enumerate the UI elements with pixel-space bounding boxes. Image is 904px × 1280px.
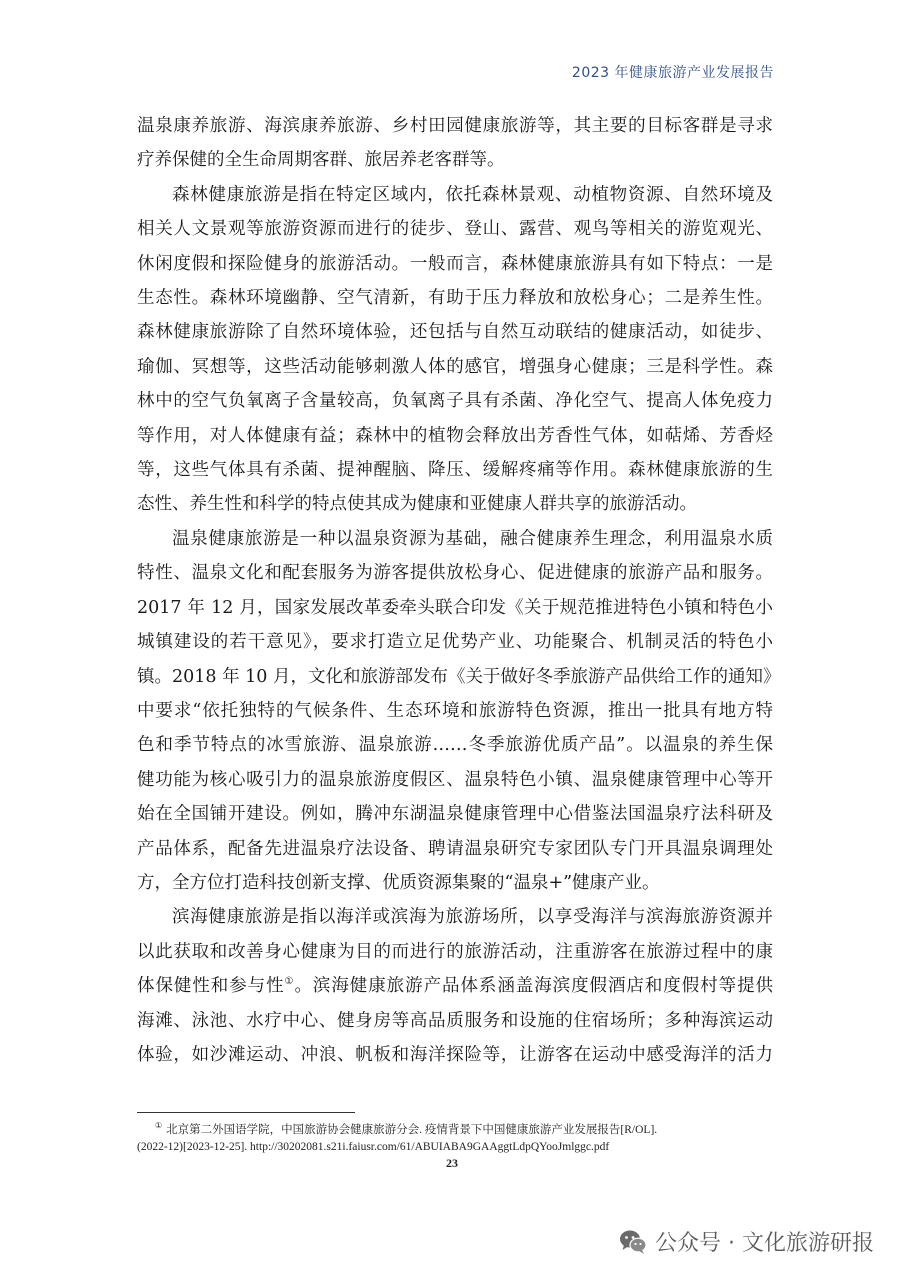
- text-line: 滨海健康旅游是指以海洋或滨海为旅游场所，以享受海洋与滨海旅游资源并: [172, 907, 773, 928]
- text-line: 林中的空气负氧离子含量较高，负氧离子具有杀菌、净化空气、提高人体免疫力: [137, 391, 773, 412]
- text-line: 瑜伽、冥想等，这些活动能够刺激人体的感官，增强身心健康；三是科学性。森: [137, 356, 773, 377]
- text-line: 海滩、泳池、水疗中心、健身房等高品质服务和设施的住宿场所；多种海滨运动: [137, 1010, 773, 1031]
- watermark-text: 公众号 · 文化旅游研报: [655, 1231, 874, 1256]
- footnote-url-line[interactable]: (2022-12)[2023-12-25]. http://30202081.s21i.faiusr.com/61/ABUIABA9GAAggtLdpQYooJmlggc.pdf: [137, 1141, 610, 1153]
- paragraph-1: [137, 109, 773, 178]
- text-line: 产品体系，配备先进温泉疗法设备、聘请温泉研究专家团队专门开具温泉调理处: [137, 838, 773, 859]
- footnote-citation: 北京第二外国语学院，中国旅游协会健康旅游分会. 疫情背景下中国健康旅游产业发展报告[R/OL].: [166, 1124, 658, 1136]
- wechat-icon: [619, 1229, 647, 1255]
- text-line: 生态性。森林环境幽静、空气清新，有助于压力释放和放松身心；二是养生性。: [137, 288, 773, 309]
- text-line: [137, 969, 773, 1003]
- text-line: 休闲度假和探险健身的旅游活动。一般而言，森林健康旅游具有如下特点：一是: [137, 253, 773, 274]
- watermark: [619, 1226, 874, 1257]
- text-line: 体验，如沙滩运动、冲浪、帆板和海洋探险等，让游客在运动中感受海洋的活力: [137, 1044, 773, 1065]
- text-line: 镇。2018 年 10 月，文化和旅游部发布《关于做好冬季旅游产品供给工作的通知》: [137, 666, 781, 687]
- text-line: 城镇建设的若干意见》，要求打造立足优势产业、功能聚合、机制灵活的特色小: [137, 632, 773, 653]
- text-segment: 体保健性和参与性: [137, 976, 285, 997]
- body-text: [137, 109, 781, 1072]
- text-line: 态性、养生性和科学的特点使其成为健康和亚健康人群共享的旅游活动。: [137, 494, 697, 515]
- text-line: 森林健康旅游是指在特定区域内，依托森林景观、动植物资源、自然环境及: [172, 184, 773, 205]
- footnote-reference[interactable]: ①: [284, 976, 295, 988]
- footnote-marker: ①: [155, 1121, 163, 1131]
- running-header: 2023 年健康旅游产业发展报告: [571, 65, 774, 81]
- text-line: 等作用，对人体健康有益；森林中的植物会释放出芳香性气体，如萜烯、芳香烃: [137, 425, 773, 446]
- paragraph-forest-health-tourism: [137, 178, 773, 522]
- text-line: 色和季节特点的冰雪旅游、温泉旅游……冬季旅游优质产品”。以温泉的养生保: [137, 735, 773, 756]
- text-line: 特性、温泉文化和配套服务为游客提供放松身心、促进健康的旅游产品和服务。: [137, 563, 773, 584]
- text-line: 始在全国铺开建设。例如，腾冲东湖温泉健康管理中心借鉴法国温泉疗法科研及: [137, 804, 773, 825]
- text-line: 健功能为核心吸引力的温泉旅游度假区、温泉特色小镇、温泉健康管理中心等开: [137, 769, 773, 790]
- text-line: 中要求“依托独特的气候条件、生态环境和旅游特色资源，推出一批具有地方特: [137, 700, 773, 721]
- text-line: 疗养保健的全生命周期客群、旅居养老客群等。: [137, 150, 505, 171]
- text-line: 温泉康养旅游、海滨康养旅游、乡村田园健康旅游等，其主要的目标客群是寻求: [137, 116, 773, 136]
- paragraph-coastal-health-tourism: [137, 900, 773, 1072]
- text-line: 2017 年 12 月，国家发展改革委牵头联合印发《关于规范推进特色小镇和特色小: [137, 597, 773, 618]
- text-line: 温泉健康旅游是一种以温泉资源为基础，融合健康养生理念，利用温泉水质: [172, 528, 773, 549]
- page-number: 23: [446, 1156, 458, 1170]
- text-line: 方，全方位打造科技创新支撑、优质资源集聚的“温泉+”健康产业。: [137, 872, 660, 893]
- text-line: 等，这些气体具有杀菌、提神醒脑、降压、缓解疼痛等作用。森林健康旅游的生: [137, 460, 773, 481]
- footnote: [137, 1122, 773, 1156]
- footnote-line: [137, 1122, 773, 1139]
- text-line: 相关人文景观等旅游资源而进行的徒步、登山、露营、观鸟等相关的游览观光、: [137, 219, 773, 240]
- paragraph-hot-spring-health-tourism: [137, 522, 781, 900]
- footnote-divider: [137, 1112, 355, 1113]
- text-segment: 。滨海健康旅游产品体系涵盖海滨度假酒店和度假村等提供: [294, 976, 774, 997]
- text-line: 森林健康旅游除了自然环境体验，还包括与自然互动联结的健康活动，如徒步、: [137, 322, 773, 343]
- text-line: 以此获取和改善身心健康为目的而进行的旅游活动，注重游客在旅游过程中的康: [137, 941, 773, 962]
